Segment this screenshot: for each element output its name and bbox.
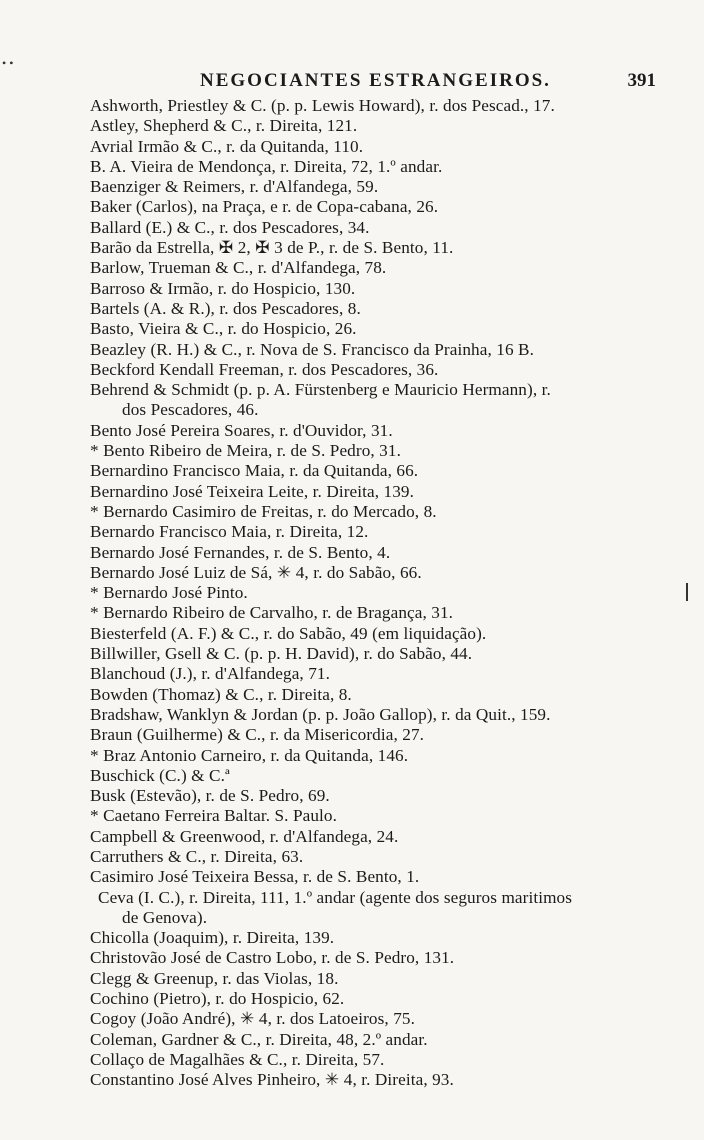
- directory-entry: * Braz Antonio Carneiro, r. da Quitanda, 146.: [90, 745, 409, 765]
- directory-entry: Barroso & Irmão, r. do Hospicio, 130.: [90, 278, 356, 298]
- directory-entry: Bowden (Thomaz) & C., r. Direita, 8.: [90, 684, 352, 704]
- directory-entry: Constantino José Alves Pinheiro, ✳ 4, r. Direita, 93.: [90, 1070, 454, 1090]
- directory-entry: Avrial Irmão & C., r. da Quitanda, 110.: [90, 136, 364, 156]
- directory-entry: de Genova).: [122, 907, 208, 927]
- directory-entry: Basto, Vieira & C., r. do Hospicio, 26.: [90, 319, 357, 339]
- margin-mark: • •: [2, 56, 14, 70]
- directory-entry: Barlow, Trueman & C., r. d'Alfandega, 78.: [90, 258, 387, 278]
- directory-entry: Behrend & Schmidt (p. p. A. Fürstenberg e Mauricio Hermann), r.: [90, 380, 551, 400]
- directory-entry: B. A. Vieira de Mendonça, r. Direita, 72, 1.º andar.: [90, 156, 443, 176]
- directory-entry: * Caetano Ferreira Baltar. S. Paulo.: [90, 806, 338, 826]
- directory-entry: Bernardino Francisco Maia, r. da Quitanda, 66.: [90, 461, 419, 481]
- directory-entry: Bernardo José Luiz de Sá, ✳ 4, r. do Sabão, 66.: [90, 562, 422, 582]
- directory-entry: Billwiller, Gsell & C. (p. p. H. David), r. do Sabão, 44.: [90, 644, 473, 664]
- directory-entry: Busk (Estevão), r. de S. Pedro, 69.: [90, 786, 330, 806]
- directory-entry: Barão da Estrella, ✠ 2, ✠ 3 de P., r. de S. Bento, 11.: [90, 238, 454, 258]
- directory-entry: Bartels (A. & R.), r. dos Pescadores, 8.: [90, 298, 361, 318]
- directory-entry: Bento José Pereira Soares, r. d'Ouvidor, 31.: [90, 420, 393, 440]
- directory-entry: Bernardino José Teixeira Leite, r. Direita, 139.: [90, 481, 415, 501]
- edge-mark: [686, 583, 688, 601]
- directory-entry: Braun (Guilherme) & C., r. da Misericordia, 27.: [90, 725, 425, 745]
- directory-entry: Christovão José de Castro Lobo, r. de S. Pedro, 131.: [90, 948, 455, 968]
- directory-entry: Ashworth, Priestley & C. (p. p. Lewis Howard), r. dos Pescad., 17.: [90, 96, 555, 115]
- directory-entry: Beckford Kendall Freeman, r. dos Pescadores, 36.: [90, 359, 439, 379]
- page-title: NEGOCIANTES ESTRANGEIROS.: [200, 70, 551, 91]
- directory-entry: Astley, Shepherd & C., r. Direita, 121.: [90, 116, 358, 136]
- page-number: 391: [627, 70, 656, 91]
- directory-entry: * Bernardo Ribeiro de Carvalho, r. de Bragança, 31.: [90, 603, 454, 623]
- directory-entry: Clegg & Greenup, r. das Violas, 18.: [90, 968, 339, 988]
- directory-entry: Carruthers & C., r. Direita, 63.: [90, 846, 304, 866]
- directory-entry: Baker (Carlos), na Praça, e r. de Copa-cabana, 26.: [90, 197, 439, 217]
- directory-entry: Cogoy (João André), ✳ 4, r. dos Latoeiros, 75.: [90, 1009, 415, 1029]
- page-header: [96, 70, 656, 96]
- directory-entry: Beazley (R. H.) & C., r. Nova de S. Francisco da Prainha, 16 B.: [90, 339, 535, 359]
- directory-entry: * Bento Ribeiro de Meira, r. de S. Pedro, 31.: [90, 441, 401, 461]
- directory-entry: Collaço de Magalhães & C., r. Direita, 57.: [90, 1049, 385, 1069]
- directory-entry: Coleman, Gardner & C., r. Direita, 48, 2.º andar.: [90, 1029, 428, 1049]
- directory-entry: * Bernardo José Pinto.: [90, 583, 248, 603]
- directory-entry: Biesterfeld (A. F.) & C., r. do Sabão, 49 (em liquidação).: [90, 623, 487, 643]
- directory-entry: Buschick (C.) & C.ª: [90, 765, 230, 785]
- directory-entry: Ceva (I. C.), r. Direita, 111, 1.º andar (agente dos seguros maritimos: [98, 887, 573, 907]
- directory-entry: Bernardo Francisco Maia, r. Direita, 12.: [90, 522, 369, 542]
- directory-entry: Ballard (E.) & C., r. dos Pescadores, 34.: [90, 217, 370, 237]
- directory-entry: Bradshaw, Wanklyn & Jordan (p. p. João Gallop), r. da Quit., 159.: [90, 704, 551, 724]
- directory-entry: * Bernardo Casimiro de Freitas, r. do Mercado, 8.: [90, 501, 437, 521]
- directory-entry: Baenziger & Reimers, r. d'Alfandega, 59.: [90, 177, 379, 197]
- directory-entry: Blanchoud (J.), r. d'Alfandega, 71.: [90, 664, 331, 684]
- directory-entry: Chicolla (Joaquim), r. Direita, 139.: [90, 928, 335, 948]
- directory-list: [90, 96, 686, 1091]
- directory-entry: Cochino (Pietro), r. do Hospicio, 62.: [90, 989, 345, 1009]
- directory-entry: Casimiro José Teixeira Bessa, r. de S. Bento, 1.: [90, 867, 420, 887]
- directory-entry: dos Pescadores, 46.: [122, 400, 259, 420]
- directory-entry: Campbell & Greenwood, r. d'Alfandega, 24.: [90, 826, 399, 846]
- directory-entry: Bernardo José Fernandes, r. de S. Bento, 4.: [90, 542, 391, 562]
